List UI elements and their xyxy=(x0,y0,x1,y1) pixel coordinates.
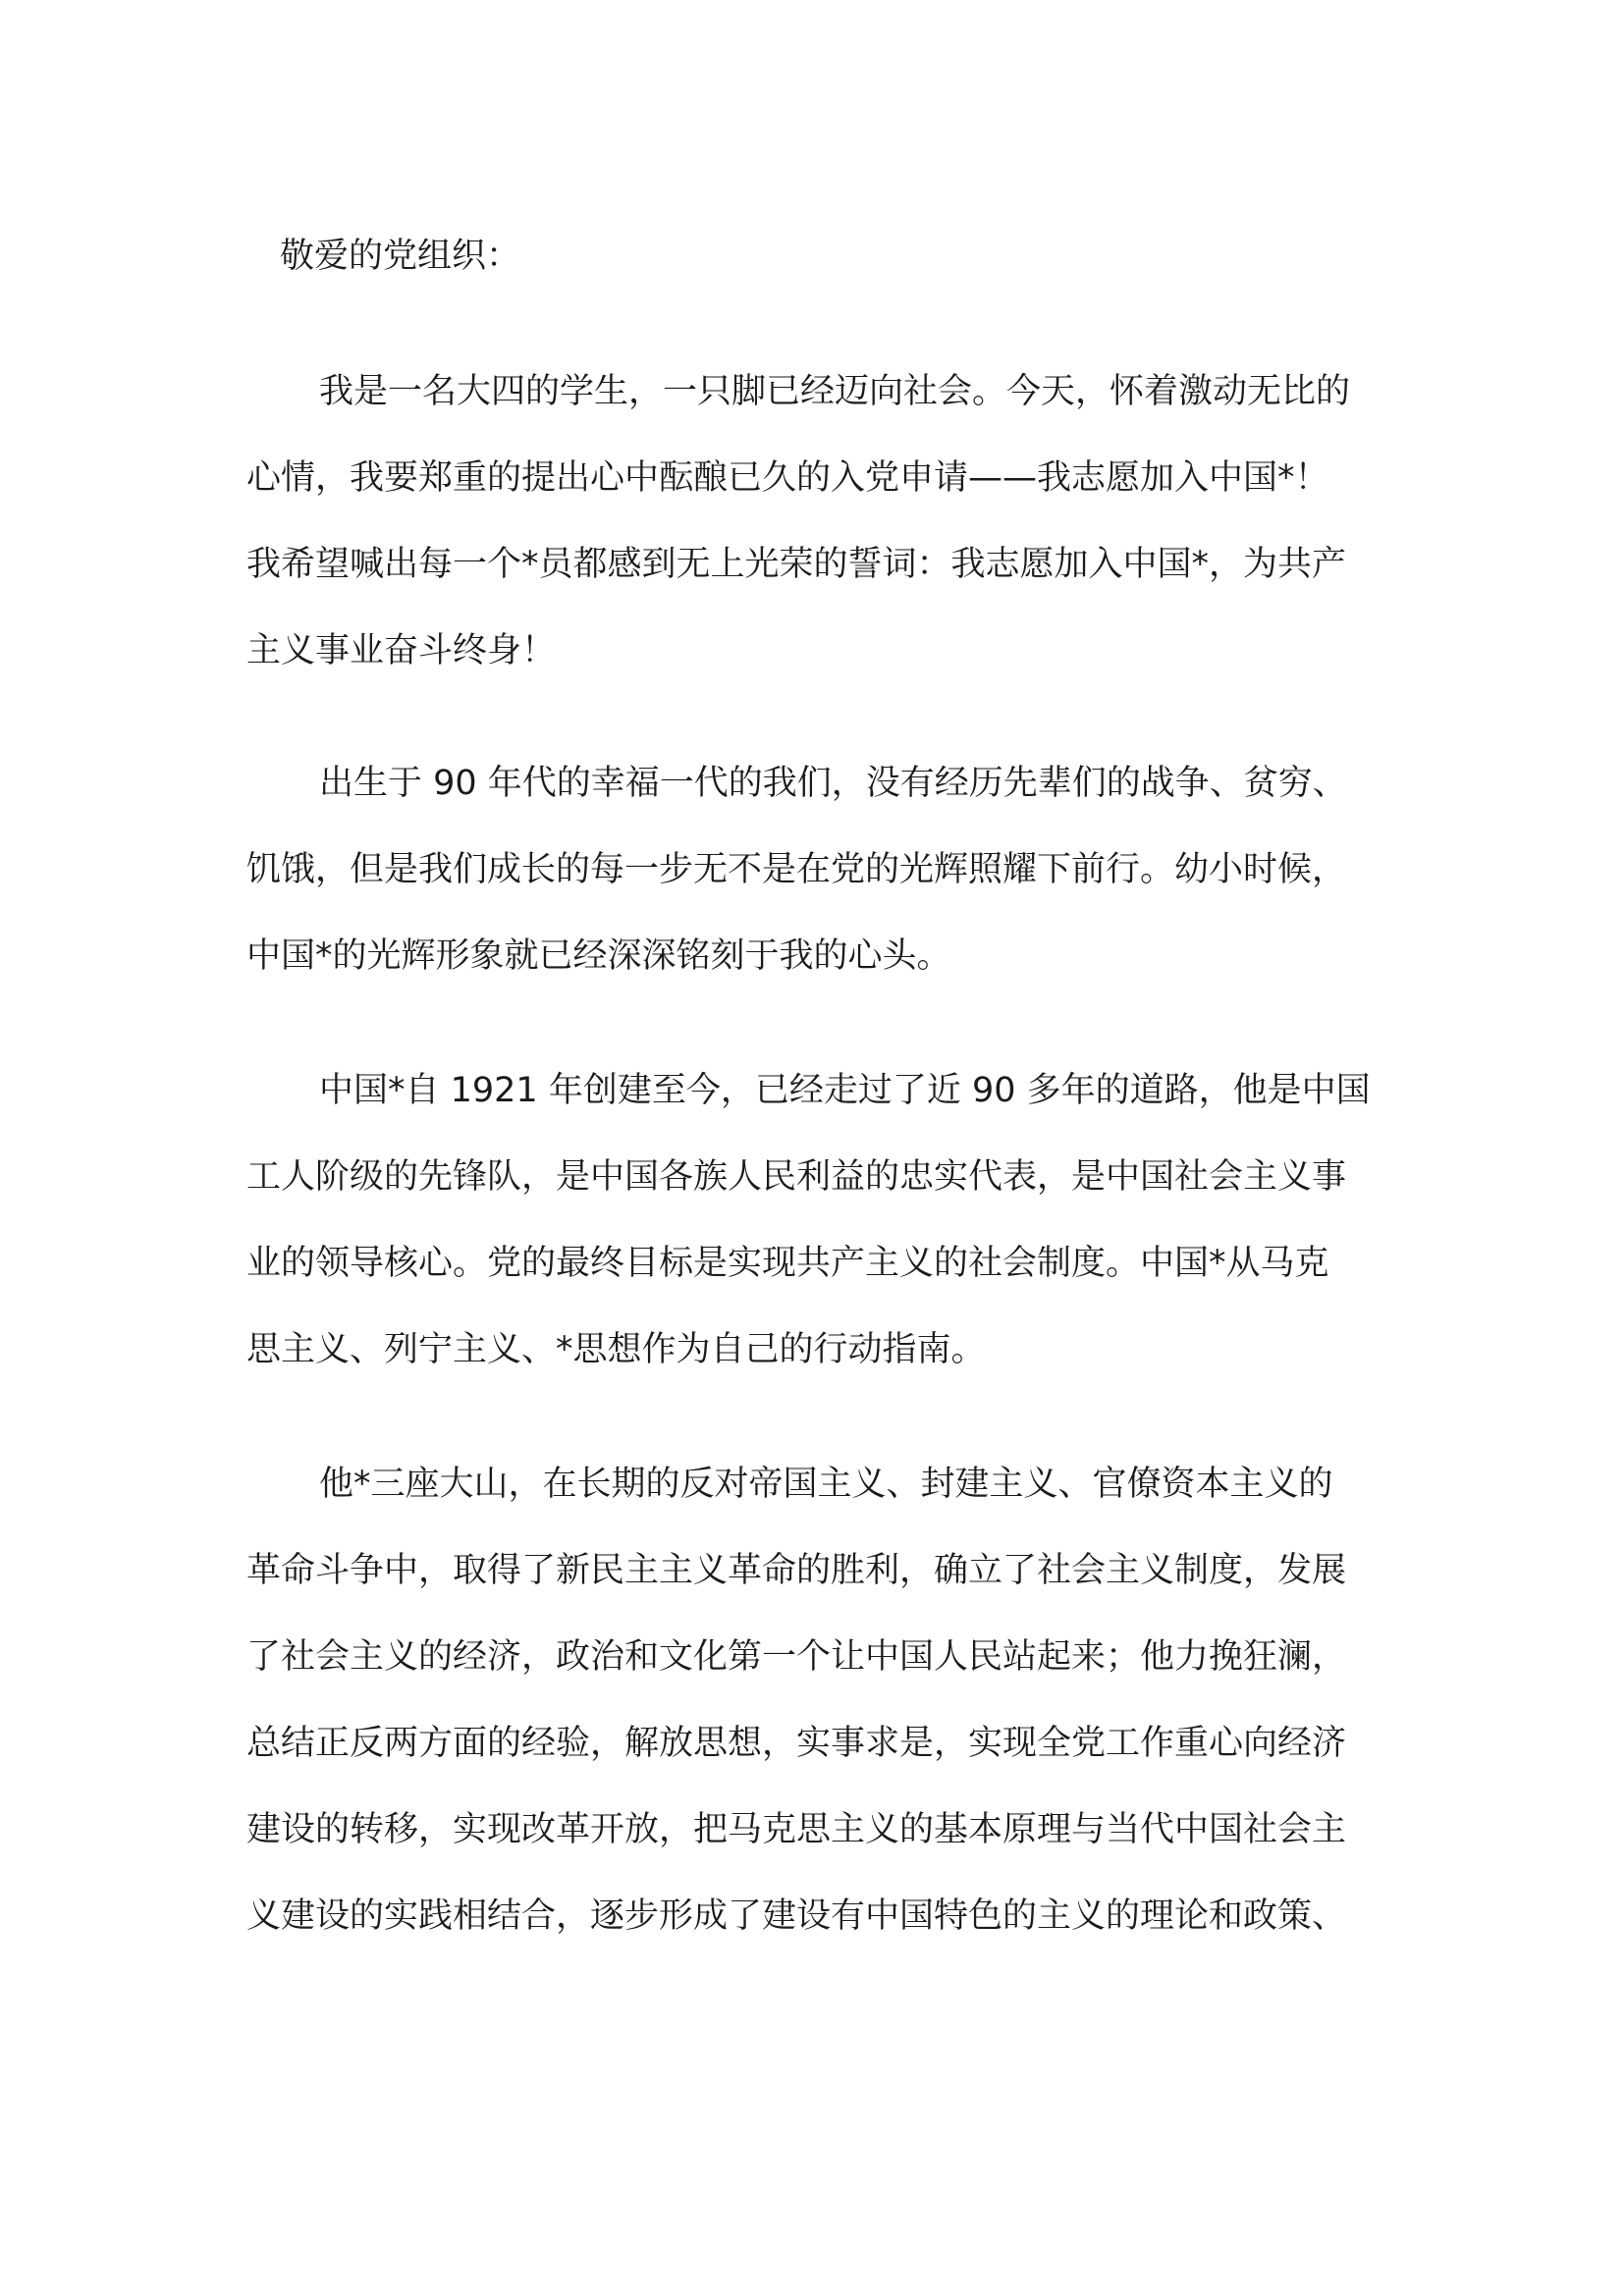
paragraph-line: 总结正反两方面的经验，解放思想，实事求是，实现全党工作重心向经济 xyxy=(246,1724,1347,1763)
paragraph-line: 建设的转移，实现改革开放，把马克思主义的基本原理与当代中国社会主 xyxy=(246,1810,1347,1849)
paragraph-line: 工人阶级的先锋队，是中国各族人民利益的忠实代表，是中国社会主义事 xyxy=(246,1157,1347,1197)
paragraph-line: 心情，我要郑重的提出心中酝酿已久的入党申请——我志愿加入中国*！ xyxy=(246,458,1329,498)
paragraph-line: 中国*的光辉形象就已经深深铭刻于我的心头。 xyxy=(246,936,951,976)
paragraph-line: 我希望喊出每一个*员都感到无上光荣的誓词：我志愿加入中国*，为共产 xyxy=(246,545,1347,584)
paragraph-line: 中国*自 1921 年创建至今，已经走过了近 90 多年的道路，他是中国 xyxy=(319,1071,1371,1110)
paragraph-line: 我是一名大四的学生，一只脚已经迈向社会。今天，怀着激动无比的 xyxy=(319,372,1351,411)
salutation xyxy=(246,213,1415,299)
paragraph-1 xyxy=(246,348,1381,694)
paragraph-4 xyxy=(246,1441,1381,1959)
paragraph-line: 义建设的实践相结合，逐步形成了建设有中国特色的主义的理论和政策、 xyxy=(246,1896,1347,1936)
paragraph-line: 思主义、列宁主义、*思想作为自己的行动指南。 xyxy=(246,1330,986,1369)
salutation-text: 敬爱的党组织： xyxy=(280,237,521,276)
paragraph-line: 业的领导核心。党的最终目标是实现共产主义的社会制度。中国*从马克 xyxy=(246,1244,1329,1283)
paragraph-3 xyxy=(246,1047,1381,1393)
paragraph-line: 他*三座大山，在长期的反对帝国主义、封建主义、官僚资本主义的 xyxy=(319,1465,1333,1504)
paragraph-line: 主义事业奋斗终身！ xyxy=(246,631,557,670)
paragraph-2 xyxy=(246,740,1381,999)
paragraph-line: 出生于 90 年代的幸福一代的我们，没有经历先辈们的战争、贫穷、 xyxy=(319,764,1347,803)
paragraph-line: 革命斗争中，取得了新民主主义革命的胜利，确立了社会主义制度，发展 xyxy=(246,1551,1347,1590)
paragraph-line: 了社会主义的经济，政治和文化第一个让中国人民站起来；他力挽狂澜， xyxy=(246,1637,1347,1677)
paragraph-line: 饥饿，但是我们成长的每一步无不是在党的光辉照耀下前行。幼小时候， xyxy=(246,850,1347,889)
